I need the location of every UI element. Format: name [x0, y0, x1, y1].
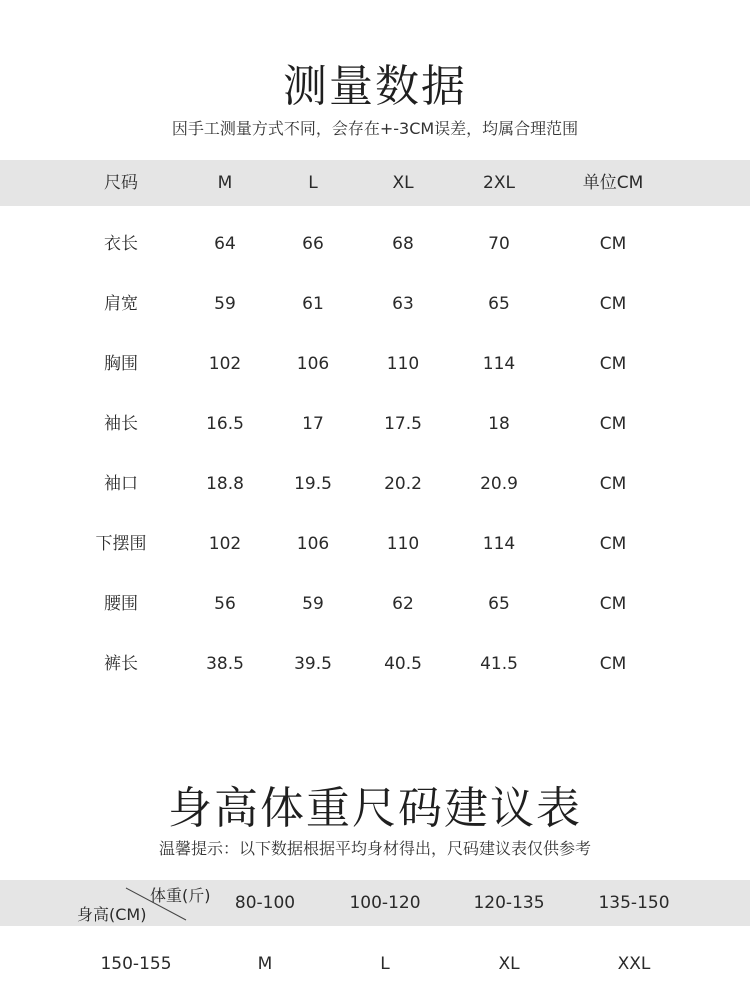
- header-weight-range: 80-100: [234, 893, 296, 913]
- table-cell: CM: [599, 234, 627, 254]
- row-label: 肩宽: [104, 294, 138, 314]
- table-cell: 68: [392, 234, 414, 254]
- table-cell: 70: [488, 234, 510, 254]
- measure-header-row: [0, 160, 750, 206]
- table-row: [0, 281, 750, 327]
- table-cell: 106: [296, 534, 330, 554]
- table-cell: 41.5: [480, 654, 518, 674]
- table-cell: 56: [214, 594, 236, 614]
- table-cell: CM: [599, 414, 627, 434]
- corner-height-label: 身高(CM): [77, 905, 147, 924]
- table-cell: 102: [208, 354, 242, 374]
- suggest-note: 温馨提示：以下数据根据平均身材得出，尺码建议表仅供参考: [158, 839, 591, 858]
- table-cell: 19.5: [294, 474, 332, 494]
- table-row: [0, 401, 750, 447]
- table-cell: 102: [208, 534, 242, 554]
- table-cell: 17.5: [384, 414, 422, 434]
- table-cell: 20.9: [480, 474, 518, 494]
- table-row: [0, 221, 750, 267]
- table-cell: 39.5: [294, 654, 332, 674]
- table-cell: 62: [392, 594, 414, 614]
- measure-note: 因手工测量方式不同，会存在+-3CM误差，均属合理范围: [171, 119, 579, 138]
- header-xl: XL: [392, 173, 414, 193]
- suggest-header-row: [0, 880, 750, 926]
- header-weight-range: 120-135: [473, 893, 545, 913]
- row-label: 袖口: [104, 474, 138, 494]
- table-cell: XXL: [617, 954, 651, 974]
- header-unit: 单位CM: [582, 173, 644, 193]
- table-cell: 59: [214, 294, 236, 314]
- row-label: 腰围: [104, 594, 138, 614]
- table-cell: L: [380, 954, 390, 974]
- table-cell: 114: [482, 534, 516, 554]
- table-row: [0, 521, 750, 567]
- table-cell: 65: [488, 594, 510, 614]
- header-m: M: [217, 173, 233, 193]
- table-cell: 16.5: [206, 414, 244, 434]
- table-cell: 66: [302, 234, 324, 254]
- row-label: 150-155: [100, 954, 172, 974]
- header-2xl: 2XL: [483, 173, 515, 193]
- table-row: [0, 641, 750, 687]
- table-cell: 20.2: [384, 474, 422, 494]
- table-row: [0, 341, 750, 387]
- row-label: 衣长: [104, 234, 138, 254]
- table-row: [0, 461, 750, 507]
- table-cell: 106: [296, 354, 330, 374]
- header-weight-range: 100-120: [349, 893, 421, 913]
- measure-title: 测量数据: [283, 61, 467, 112]
- table-row: [0, 581, 750, 627]
- table-cell: 17: [302, 414, 324, 434]
- table-cell: M: [257, 954, 273, 974]
- table-row: [0, 941, 750, 987]
- suggest-title: 身高体重尺码建议表: [168, 783, 582, 834]
- table-cell: 114: [482, 354, 516, 374]
- table-cell: CM: [599, 534, 627, 554]
- row-label: 袖长: [104, 414, 138, 434]
- table-cell: 38.5: [206, 654, 244, 674]
- table-cell: 110: [386, 354, 420, 374]
- table-cell: 40.5: [384, 654, 422, 674]
- table-cell: 110: [386, 534, 420, 554]
- table-cell: 63: [392, 294, 414, 314]
- row-label: 裤长: [104, 654, 138, 674]
- table-cell: CM: [599, 354, 627, 374]
- header-size: 尺码: [104, 173, 138, 193]
- header-weight-range: 135-150: [598, 893, 670, 913]
- table-cell: XL: [498, 954, 520, 974]
- header-l: L: [308, 173, 318, 193]
- table-cell: 59: [302, 594, 324, 614]
- table-cell: CM: [599, 294, 627, 314]
- row-label: 胸围: [104, 354, 138, 374]
- table-cell: CM: [599, 594, 627, 614]
- row-label: 下摆围: [95, 534, 147, 554]
- table-cell: CM: [599, 474, 627, 494]
- table-cell: 18: [488, 414, 510, 434]
- corner-weight-label: 体重(斤): [150, 886, 211, 905]
- table-cell: 61: [302, 294, 324, 314]
- table-cell: CM: [599, 654, 627, 674]
- table-cell: 65: [488, 294, 510, 314]
- table-cell: 64: [214, 234, 236, 254]
- table-cell: 18.8: [206, 474, 244, 494]
